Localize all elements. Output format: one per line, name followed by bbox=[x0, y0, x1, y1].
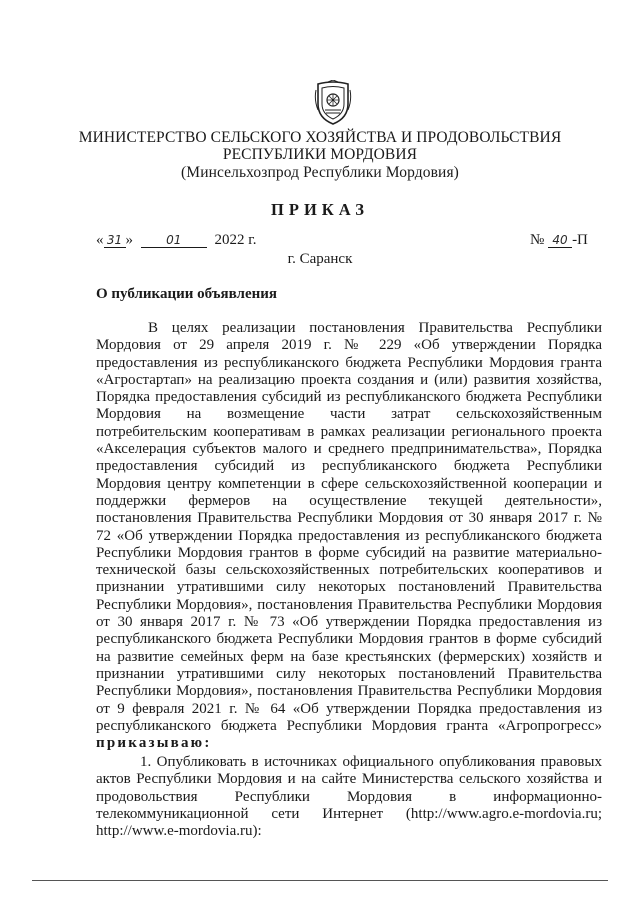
number-suffix: -П bbox=[572, 232, 588, 248]
ministry-name-line2: РЕСПУБЛИКИ МОРДОВИЯ bbox=[222, 146, 418, 163]
coat-of-arms-icon bbox=[314, 80, 352, 126]
order-number bbox=[530, 232, 588, 249]
order-item-1: 1. Опубликовать в источниках официального опубликования правовых актов Республики Мордовия и на сайте Министерства сельского хозяйства и продовольствия Республики Мордовия в информационно-телекоммуникационной сети Интернет (http://www.agro.e-mordovia.ru; http://www.e-mordovia.ru): bbox=[96, 754, 602, 840]
date-year: 2022 г. bbox=[214, 232, 257, 248]
order-subject: О публикации объявления bbox=[96, 286, 278, 302]
page-bottom-line bbox=[32, 880, 608, 881]
preamble-text: В целях реализации постановления Правительства Республики Мордовия от 29 апреля 2019 г. № 229 «Об утверждении Порядка предоставления из республиканского бюджета Республики Мордовия гранта «Агростартап» на реализацию проекта создания и (или) развития хозяйства, Порядка предоставления субсидий из республиканского бюджета Республики Мордовия на возмещение части затрат сельскохозяйственным потребительским кооперативам в рамках реализации регионального проекта «Акселерация субъектов малого и среднего предпринимательства», Порядка предоставления субсидий из республиканского бюджета Республики Мордовия центру компетенции в сфере сельскохозяйственной кооперации и поддержки фермеров на осуществление текущей деятельности», постановления Правительства Республики Мордовия от 30 января 2017 г. № 72 «Об утверждении Порядка предоставления из республиканского бюджета Республики Мордовия грантов в форме субсидий на развитие материально-технической базы сельскохозяйственных потребительских кооперативов и признании утратившими силу некоторых постановлений Правительства Республики Мордовия», постановления Правительства Республики Мордовия от 30 января 2017 г. № 73 «Об утверждении Порядка предоставления из республиканского бюджета Республики Мордовия грантов в форме субсидий на развитие семейных ферм на базе крестьянских (фермерских) хозяйств и признании утратившими силу некоторых постановлений Правительства Республики Мордовия», постановления Правительства Республики Мордовия от 9 февраля 2021 г. № 64 «Об утверждении Порядка предоставления из республиканского бюджета Республики Мордовия гранта «Агропрогресс» bbox=[96, 320, 602, 734]
ministry-name-line1: МИНИСТЕРСТВО СЕЛЬСКОГО ХОЗЯЙСТВА И ПРОДОВОЛЬСТВИЯ bbox=[78, 129, 562, 146]
date-open-quote: « bbox=[96, 232, 104, 248]
city: г. Саранск bbox=[287, 251, 353, 267]
date-month-handwritten: 01 bbox=[141, 233, 207, 248]
order-date bbox=[96, 232, 256, 249]
date-day-handwritten: 31 bbox=[104, 233, 126, 248]
ministry-short-name: (Минсельхозпрод Республики Мордовия) bbox=[181, 164, 459, 181]
order-title: ПРИКАЗ bbox=[271, 200, 369, 219]
date-close-quote: » bbox=[125, 232, 133, 248]
number-prefix: № bbox=[530, 232, 545, 248]
number-handwritten: 40 bbox=[548, 233, 572, 248]
preamble-paragraph bbox=[96, 320, 602, 752]
order-word: приказываю: bbox=[96, 735, 212, 752]
